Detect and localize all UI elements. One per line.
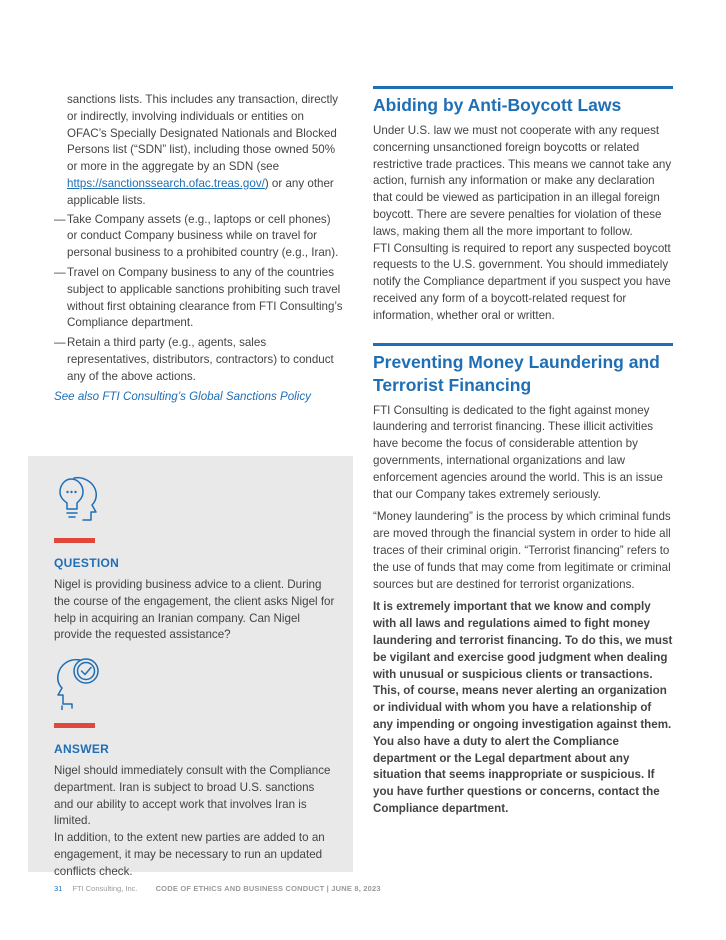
list-item	[54, 335, 344, 385]
head-check-icon	[52, 654, 104, 710]
dash-bullet: —	[54, 336, 66, 350]
list-item	[54, 265, 344, 332]
answer-text	[54, 763, 336, 881]
money-laundering-paragraph: “Money laundering” is the process by which criminal funds are moved through the financial system in order to hide all traces of their criminal origin. “Terrorist financing” refers to the use of funds that may come from legitimate or criminal sources but are destined for terrorist organizations.	[373, 510, 671, 591]
sanctions-text-start: sanctions lists. This includes any transaction, directly or indirectly, involving individuals or entities on OFAC’s Specially Designated Nationals and Blocked Persons list (“SDN” list), including those owned 50% or more in the aggregate by an SDN (see	[67, 93, 339, 174]
anti-boycott-paragraph: Under U.S. law we must not cooperate with any request concerning unsanctioned foreign boycotts or related restrictive trade practices. This means we cannot take any action, furnish any information or make any declaration that could be viewed as participation in an illegal foreign boycott. There are severe penalties for violation of these laws, making them all the more important to follow.	[373, 124, 672, 238]
prohibited-actions-list	[54, 212, 344, 386]
section-divider	[373, 343, 673, 346]
dash-bullet: —	[54, 265, 66, 279]
right-column	[373, 86, 673, 824]
money-laundering-title: Preventing Money Laundering and Terrorist Financing	[373, 351, 660, 395]
sanctions-text-end: ) or any other applicable lists.	[67, 176, 334, 207]
qa-box	[28, 456, 353, 878]
question-accent-bar	[54, 538, 95, 543]
list-item-text: Retain a third party (e.g., agents, sales representatives, distributors, contractors) to conduct any of the above actions.	[67, 336, 334, 383]
money-laundering-emphasis: It is extremely important that we know and comply with all laws and regulations aimed to fight money laundering and terrorist financing. To do this, we must be vigilant and exercise good judgment when dealing with unusual or suspicious clients or transactions. This, of course, means never alerting an organization or individual with whom you have a relationship of any impending or ongoing investigation against them. You also have a duty to alert the Compliance department or the Legal department about any situation that seems inappropriate or suspicious. If you have further questions or concerns, contact the Compliance department.	[373, 600, 673, 815]
answer-accent-bar	[54, 723, 95, 728]
list-item-text: Take Company assets (e.g., laptops or cell phones) or conduct Company business while on travel for personal business to a prohibited country (e.g., Iran).	[67, 212, 339, 260]
ofac-search-link[interactable]: https://sanctionssearch.ofac.treas.gov/	[67, 176, 265, 190]
footer-company: FTI Consulting, Inc.	[72, 884, 138, 893]
money-laundering-paragraph: FTI Consulting is dedicated to the fight against money laundering and terrorist financing. These illicit activities have become the focus of considerable attention by governments, international organizations and law enforcement agencies around the world. This is an issue that our Company takes extremely seriously.	[373, 403, 663, 501]
question-text: Nigel is providing business advice to a client. During the course of the engagement, the client asks Nigel for help in acquiring an Iranian company. Can Nigel provide the requested assistance?	[54, 578, 335, 642]
anti-boycott-title: Abiding by Anti-Boycott Laws	[373, 95, 622, 115]
left-column	[54, 92, 344, 405]
list-item-text: Travel on Company business to any of the countries subject to applicable sanctions prohibiting such travel without first obtaining clearance from FTI Consulting’s Compliance department.	[67, 265, 343, 330]
section-divider	[373, 86, 673, 89]
head-question-icon	[52, 474, 100, 526]
footer-doc-title: CODE OF ETHICS AND BUSINESS CONDUCT | JUNE 8, 2023	[155, 884, 381, 893]
answer-paragraph: Nigel should immediately consult with the Compliance department. Iran is subject to broad U.S. sanctions and our ability to accept work that involves Iran is limited.	[54, 764, 331, 828]
question-heading: QUESTION	[54, 556, 120, 570]
dash-bullet: —	[54, 212, 66, 226]
list-item	[54, 212, 344, 262]
see-also-link[interactable]: See also FTI Consulting’s Global Sanctions Policy	[54, 389, 311, 403]
sanctions-continuation	[54, 92, 344, 210]
page-footer	[54, 884, 381, 893]
page-number: 31	[54, 884, 63, 893]
anti-boycott-paragraph: FTI Consulting is required to report any suspected boycott requests to the U.S. government. You should immediately notify the Compliance department if you suspect you have received any form of a boycott-related request for information, whether oral or written.	[373, 241, 671, 322]
answer-paragraph: In addition, to the extent new parties are added to an engagement, it may be necessary to run an updated conflicts check.	[54, 831, 325, 878]
answer-heading: ANSWER	[54, 742, 110, 756]
